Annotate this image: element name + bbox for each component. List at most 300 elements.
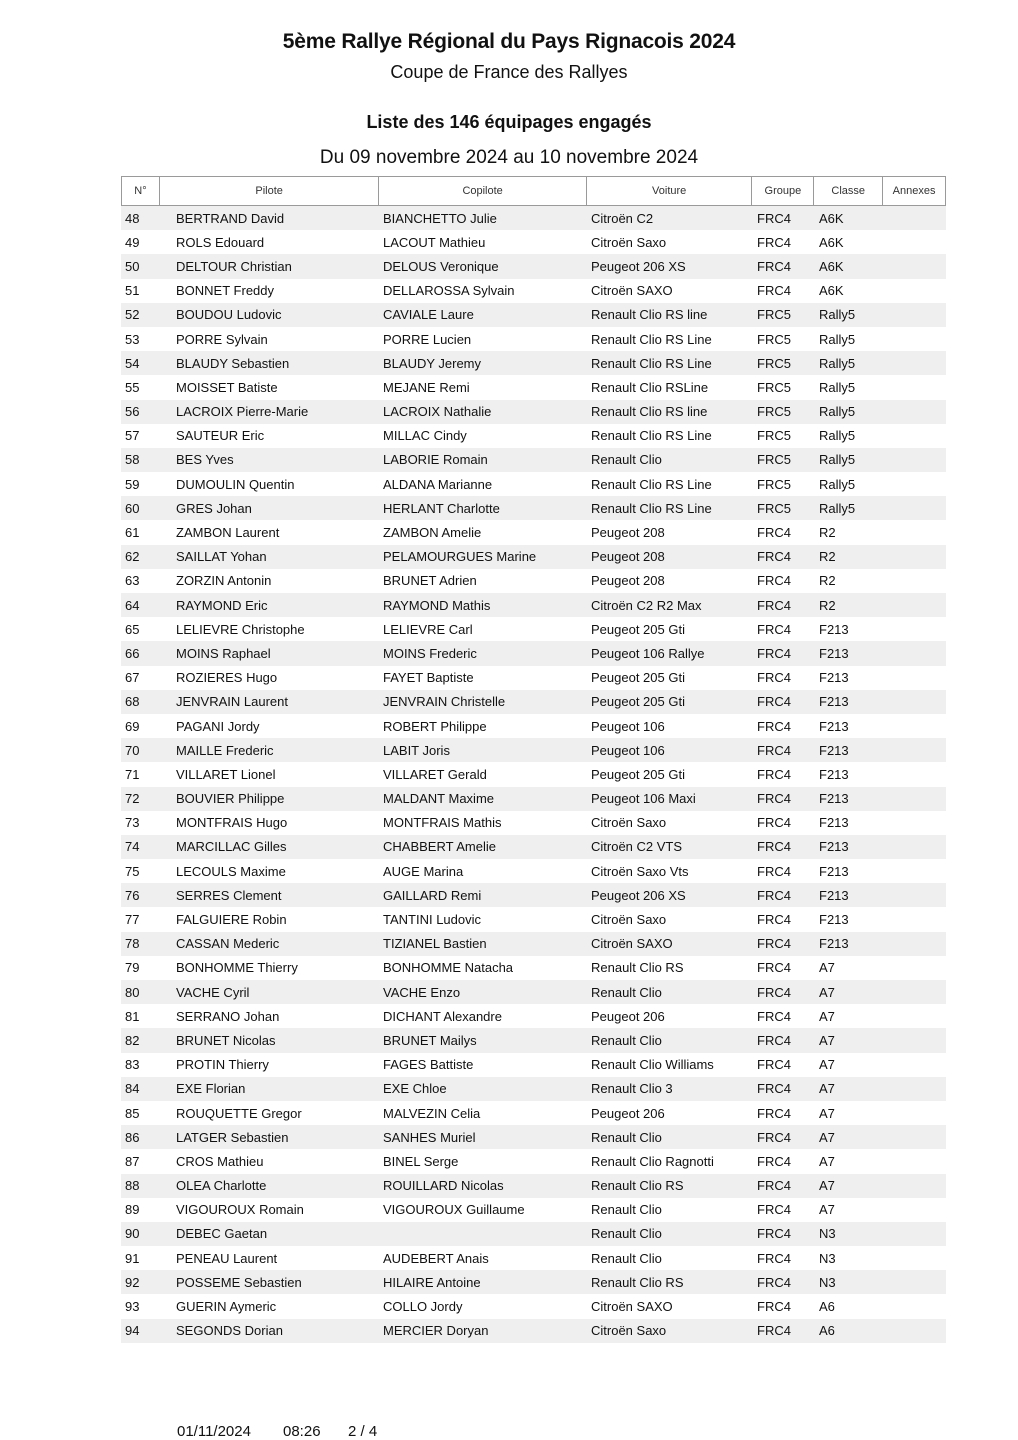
table-row	[121, 932, 946, 956]
cell-voiture: Renault Clio	[591, 1032, 662, 1048]
cell-number: 52	[125, 307, 140, 323]
cell-pilote: VIGOUROUX Romain	[176, 1202, 304, 1218]
cell-copilote: VILLARET Gerald	[383, 766, 487, 782]
cell-voiture: Renault Clio RS Line	[591, 355, 712, 371]
cell-groupe: FRC5	[757, 379, 791, 395]
cell-classe: A7	[819, 1202, 835, 1218]
cell-copilote: BONHOMME Natacha	[383, 960, 514, 976]
cell-pilote: MAILLE Frederic	[176, 742, 274, 758]
cell-number: 73	[125, 815, 140, 831]
cell-copilote: LELIEVRE Carl	[383, 621, 473, 637]
cell-classe: A7	[819, 1008, 835, 1024]
cell-classe: F213	[819, 936, 849, 952]
table-row	[121, 424, 946, 448]
cell-groupe: FRC4	[757, 1178, 791, 1194]
cell-number: 72	[125, 791, 140, 807]
cell-classe: A6K	[819, 234, 844, 250]
document-subtitle: Coupe de France des Rallyes	[390, 62, 628, 82]
cell-classe: Rally5	[819, 307, 856, 323]
cell-groupe: FRC4	[757, 1153, 791, 1169]
cell-classe: F213	[819, 766, 849, 782]
cell-copilote: JENVRAIN Christelle	[383, 694, 506, 710]
cell-groupe: FRC4	[757, 1274, 791, 1290]
cell-number: 66	[125, 645, 140, 661]
cell-classe: A6	[819, 1323, 835, 1339]
cell-number: 74	[125, 839, 140, 855]
table-row	[121, 1174, 946, 1198]
cell-pilote: MOISSET Batiste	[176, 379, 278, 395]
cell-voiture: Renault Clio RS Line	[591, 428, 712, 444]
cell-voiture: Renault Clio RS line	[591, 307, 708, 323]
cell-pilote: GUERIN Aymeric	[176, 1299, 277, 1315]
cell-copilote: ALDANA Marianne	[383, 476, 493, 492]
table-row	[121, 279, 946, 303]
cell-voiture: Peugeot 106 Maxi	[591, 791, 696, 807]
cell-pilote: MONTFRAIS Hugo	[176, 815, 288, 831]
cell-copilote: BIANCHETTO Julie	[383, 210, 497, 226]
cell-copilote: MALDANT Maxime	[383, 791, 495, 807]
cell-pilote: DELTOUR Christian	[176, 258, 292, 274]
cell-pilote: BONNET Freddy	[176, 283, 275, 299]
cell-number: 83	[125, 1057, 140, 1073]
cell-pilote: ZORZIN Antonin	[176, 573, 272, 589]
table-row	[121, 351, 946, 375]
column-header-classe: Classe	[814, 177, 883, 205]
table-row	[121, 956, 946, 980]
cell-pilote: LELIEVRE Christophe	[176, 621, 305, 637]
cell-groupe: FRC4	[757, 1323, 791, 1339]
cell-groupe: FRC4	[757, 670, 791, 686]
cell-number: 87	[125, 1153, 140, 1169]
cell-number: 70	[125, 742, 140, 758]
table-row	[121, 690, 946, 714]
cell-voiture: Renault Clio RS	[591, 960, 684, 976]
cell-number: 76	[125, 887, 140, 903]
cell-voiture: Peugeot 106 Rallye	[591, 645, 705, 661]
cell-groupe: FRC4	[757, 887, 791, 903]
table-row	[121, 400, 946, 424]
cell-voiture: Renault Clio	[591, 1129, 662, 1145]
table-row	[121, 1101, 946, 1125]
cell-voiture: Peugeot 205 Gti	[591, 694, 685, 710]
cell-copilote: LABIT Joris	[383, 742, 450, 758]
cell-voiture: Citroën Saxo	[591, 912, 667, 928]
cell-copilote: DICHANT Alexandre	[383, 1008, 502, 1024]
cell-number: 69	[125, 718, 140, 734]
cell-groupe: FRC4	[757, 1008, 791, 1024]
cell-groupe: FRC4	[757, 525, 791, 541]
cell-voiture: Peugeot 205 Gti	[591, 766, 685, 782]
table-row	[121, 666, 946, 690]
cell-voiture: Citroën C2 VTS	[591, 839, 683, 855]
cell-groupe: FRC4	[757, 960, 791, 976]
cell-pilote: RAYMOND Eric	[176, 597, 268, 613]
cell-number: 63	[125, 573, 140, 589]
cell-groupe: FRC4	[757, 549, 791, 565]
cell-number: 64	[125, 597, 140, 613]
cell-pilote: BOUDOU Ludovic	[176, 307, 282, 323]
cell-pilote: PAGANI Jordy	[176, 718, 260, 734]
cell-copilote: TANTINI Ludovic	[383, 912, 482, 928]
table-row	[121, 1125, 946, 1149]
cell-voiture: Citroën C2 R2 Max	[591, 597, 702, 613]
cell-pilote: DUMOULIN Quentin	[176, 476, 295, 492]
cell-voiture: Renault Clio 3	[591, 1081, 673, 1097]
cell-classe: F213	[819, 718, 849, 734]
cell-groupe: FRC5	[757, 331, 791, 347]
cell-number: 71	[125, 766, 140, 782]
cell-voiture: Renault Clio RS Line	[591, 500, 712, 516]
cell-number: 60	[125, 500, 140, 516]
table-header	[121, 176, 946, 206]
cell-voiture: Renault Clio RSLine	[591, 379, 709, 395]
cell-copilote: TIZIANEL Bastien	[383, 936, 487, 952]
cell-number: 94	[125, 1323, 140, 1339]
cell-copilote: BLAUDY Jeremy	[383, 355, 482, 371]
cell-pilote: BLAUDY Sebastien	[176, 355, 290, 371]
table-row	[121, 1053, 946, 1077]
table-row	[121, 448, 946, 472]
cell-pilote: SAUTEUR Eric	[176, 428, 265, 444]
cell-classe: N3	[819, 1274, 836, 1290]
cell-groupe: FRC4	[757, 645, 791, 661]
cell-voiture: Peugeot 205 Gti	[591, 670, 685, 686]
cell-voiture: Renault Clio	[591, 1202, 662, 1218]
cell-copilote: VIGOUROUX Guillaume	[383, 1202, 525, 1218]
cell-groupe: FRC4	[757, 766, 791, 782]
cell-classe: Rally5	[819, 404, 856, 420]
table-row	[121, 738, 946, 762]
cell-voiture: Citroën Saxo	[591, 234, 667, 250]
cell-pilote: CROS Mathieu	[176, 1153, 264, 1169]
cell-classe: A7	[819, 1129, 835, 1145]
cell-number: 92	[125, 1274, 140, 1290]
cell-number: 67	[125, 670, 140, 686]
table-row	[121, 375, 946, 399]
table-row	[121, 1004, 946, 1028]
list-title: Liste des 146 équipages engagés	[366, 112, 652, 132]
cell-voiture: Peugeot 208	[591, 525, 665, 541]
cell-copilote: CHABBERT Amelie	[383, 839, 496, 855]
cell-groupe: FRC4	[757, 1226, 791, 1242]
cell-voiture: Renault Clio	[591, 1250, 662, 1266]
table-row	[121, 230, 946, 254]
cell-classe: A6K	[819, 283, 844, 299]
cell-classe: A6K	[819, 210, 844, 226]
cell-voiture: Citroën C2	[591, 210, 654, 226]
column-header-voiture: Voiture	[587, 177, 753, 205]
table-row	[121, 1028, 946, 1052]
cell-copilote: MONTFRAIS Mathis	[383, 815, 502, 831]
cell-number: 65	[125, 621, 140, 637]
cell-copilote: AUGE Marina	[383, 863, 464, 879]
cell-classe: Rally5	[819, 331, 856, 347]
cell-pilote: MOINS Raphael	[176, 645, 271, 661]
cell-voiture: Peugeot 205 Gti	[591, 621, 685, 637]
cell-number: 51	[125, 283, 140, 299]
cell-pilote: OLEA Charlotte	[176, 1178, 267, 1194]
cell-pilote: BES Yves	[176, 452, 234, 468]
cell-copilote: RAYMOND Mathis	[383, 597, 491, 613]
cell-groupe: FRC5	[757, 476, 791, 492]
table-row	[121, 520, 946, 544]
cell-copilote: FAGES Battiste	[383, 1057, 474, 1073]
page-number: 2 / 4	[348, 1423, 378, 1440]
cell-pilote: SERRANO Johan	[176, 1008, 280, 1024]
cell-groupe: FRC4	[757, 694, 791, 710]
cell-number: 82	[125, 1032, 140, 1048]
cell-pilote: BERTRAND David	[176, 210, 285, 226]
cell-copilote: VACHE Enzo	[383, 984, 461, 1000]
cell-number: 89	[125, 1202, 140, 1218]
cell-groupe: FRC4	[757, 1105, 791, 1121]
cell-groupe: FRC4	[757, 258, 791, 274]
table-row	[121, 545, 946, 569]
cell-voiture: Peugeot 106	[591, 718, 665, 734]
cell-voiture: Peugeot 208	[591, 573, 665, 589]
cell-pilote: LACROIX Pierre-Marie	[176, 404, 309, 420]
table-row	[121, 835, 946, 859]
cell-voiture: Renault Clio RS	[591, 1274, 684, 1290]
table-row	[121, 206, 946, 230]
table-row	[121, 1077, 946, 1101]
cell-voiture: Peugeot 206 XS	[591, 887, 686, 903]
cell-groupe: FRC5	[757, 355, 791, 371]
cell-number: 56	[125, 404, 140, 420]
cell-number: 86	[125, 1129, 140, 1145]
cell-number: 88	[125, 1178, 140, 1194]
cell-number: 90	[125, 1226, 140, 1242]
cell-voiture: Renault Clio RS Line	[591, 331, 712, 347]
cell-copilote: HILAIRE Antoine	[383, 1274, 481, 1290]
cell-number: 79	[125, 960, 140, 976]
cell-voiture: Renault Clio Williams	[591, 1057, 714, 1073]
cell-groupe: FRC4	[757, 791, 791, 807]
cell-groupe: FRC4	[757, 984, 791, 1000]
cell-copilote: CAVIALE Laure	[383, 307, 474, 323]
cell-groupe: FRC4	[757, 912, 791, 928]
cell-classe: F213	[819, 887, 849, 903]
cell-copilote: DELOUS Veronique	[383, 258, 499, 274]
table-row	[121, 1222, 946, 1246]
cell-number: 93	[125, 1299, 140, 1315]
table-row	[121, 641, 946, 665]
column-header-groupe: Groupe	[752, 177, 814, 205]
table-row	[121, 303, 946, 327]
cell-number: 78	[125, 936, 140, 952]
cell-number: 84	[125, 1081, 140, 1097]
cell-pilote: BRUNET Nicolas	[176, 1032, 276, 1048]
table-row	[121, 907, 946, 931]
cell-pilote: SEGONDS Dorian	[176, 1323, 283, 1339]
cell-groupe: FRC4	[757, 621, 791, 637]
cell-voiture: Renault Clio RS line	[591, 404, 708, 420]
cell-copilote: MILLAC Cindy	[383, 428, 467, 444]
cell-groupe: FRC5	[757, 428, 791, 444]
cell-classe: R2	[819, 573, 836, 589]
cell-groupe: FRC4	[757, 742, 791, 758]
cell-groupe: FRC4	[757, 839, 791, 855]
table-row	[121, 1149, 946, 1173]
column-header-copilote: Copilote	[379, 177, 587, 205]
cell-groupe: FRC4	[757, 863, 791, 879]
cell-groupe: FRC4	[757, 1129, 791, 1145]
cell-classe: A7	[819, 1153, 835, 1169]
cell-voiture: Citroën SAXO	[591, 936, 673, 952]
cell-copilote: ROUILLARD Nicolas	[383, 1178, 504, 1194]
cell-copilote: PORRE Lucien	[383, 331, 472, 347]
cell-copilote: COLLO Jordy	[383, 1299, 463, 1315]
cell-copilote: DELLAROSSA Sylvain	[383, 283, 515, 299]
entries-table	[121, 176, 946, 1343]
cell-classe: Rally5	[819, 500, 856, 516]
table-row	[121, 254, 946, 278]
cell-copilote: BRUNET Adrien	[383, 573, 477, 589]
table-row	[121, 1294, 946, 1318]
cell-copilote: GAILLARD Remi	[383, 887, 482, 903]
cell-groupe: FRC4	[757, 210, 791, 226]
cell-pilote: VACHE Cyril	[176, 984, 250, 1000]
cell-pilote: EXE Florian	[176, 1081, 246, 1097]
cell-classe: A7	[819, 1105, 835, 1121]
cell-classe: Rally5	[819, 476, 856, 492]
cell-classe: F213	[819, 694, 849, 710]
cell-number: 75	[125, 863, 140, 879]
cell-copilote: ROBERT Philippe	[383, 718, 487, 734]
cell-voiture: Renault Clio	[591, 1226, 662, 1242]
table-row	[121, 714, 946, 738]
table-row	[121, 1198, 946, 1222]
cell-number: 68	[125, 694, 140, 710]
cell-voiture: Citroën SAXO	[591, 283, 673, 299]
cell-pilote: SAILLAT Yohan	[176, 549, 267, 565]
cell-groupe: FRC4	[757, 597, 791, 613]
cell-classe: A7	[819, 1081, 835, 1097]
cell-copilote: MEJANE Remi	[383, 379, 470, 395]
cell-copilote: SANHES Muriel	[383, 1129, 476, 1145]
cell-copilote: MALVEZIN Celia	[383, 1105, 481, 1121]
cell-pilote: FALGUIERE Robin	[176, 912, 287, 928]
cell-voiture: Renault Clio RS	[591, 1178, 684, 1194]
cell-voiture: Peugeot 206	[591, 1008, 665, 1024]
cell-classe: N3	[819, 1226, 836, 1242]
cell-classe: N3	[819, 1250, 836, 1266]
cell-voiture: Renault Clio RS Line	[591, 476, 712, 492]
cell-groupe: FRC4	[757, 1250, 791, 1266]
cell-classe: Rally5	[819, 452, 856, 468]
table-row	[121, 617, 946, 641]
cell-classe: F213	[819, 791, 849, 807]
cell-groupe: FRC4	[757, 573, 791, 589]
cell-copilote: MOINS Frederic	[383, 645, 477, 661]
cell-pilote: PORRE Sylvain	[176, 331, 268, 347]
print-time: 08:26	[283, 1423, 321, 1440]
cell-copilote: BRUNET Mailys	[383, 1032, 477, 1048]
cell-classe: A6K	[819, 258, 844, 274]
cell-pilote: PENEAU Laurent	[176, 1250, 278, 1266]
cell-voiture: Renault Clio	[591, 984, 662, 1000]
column-header-annexes: Annexes	[892, 185, 936, 197]
cell-classe: R2	[819, 597, 836, 613]
cell-voiture: Renault Clio Ragnotti	[591, 1153, 714, 1169]
column-header-pilote: Pilote	[160, 177, 379, 205]
cell-copilote: EXE Chloe	[383, 1081, 447, 1097]
cell-pilote: GRES Johan	[176, 500, 252, 516]
table-row	[121, 496, 946, 520]
date-range: Du 09 novembre 2024 au 10 novembre 2024	[319, 147, 699, 168]
cell-number: 48	[125, 210, 140, 226]
cell-pilote: MARCILLAC Gilles	[176, 839, 287, 855]
cell-voiture: Peugeot 208	[591, 549, 665, 565]
cell-classe: F213	[819, 912, 849, 928]
table-row	[121, 859, 946, 883]
cell-copilote: BINEL Serge	[383, 1153, 459, 1169]
cell-number: 50	[125, 258, 140, 274]
cell-pilote: LECOULS Maxime	[176, 863, 286, 879]
cell-copilote: MERCIER Doryan	[383, 1323, 489, 1339]
cell-classe: F213	[819, 839, 849, 855]
cell-classe: A6	[819, 1299, 835, 1315]
column-header-number: N°	[122, 177, 160, 205]
cell-copilote: AUDEBERT Anais	[383, 1250, 489, 1266]
cell-classe: A7	[819, 1032, 835, 1048]
cell-classe: F213	[819, 645, 849, 661]
cell-number: 85	[125, 1105, 140, 1121]
cell-groupe: FRC4	[757, 1081, 791, 1097]
table-row	[121, 1246, 946, 1270]
table-row	[121, 787, 946, 811]
cell-groupe: FRC4	[757, 1057, 791, 1073]
cell-number: 49	[125, 234, 140, 250]
cell-groupe: FRC4	[757, 936, 791, 952]
cell-groupe: FRC4	[757, 1202, 791, 1218]
cell-classe: F213	[819, 670, 849, 686]
cell-voiture: Citroën Saxo Vts	[591, 863, 689, 879]
cell-voiture: Citroën Saxo	[591, 1323, 667, 1339]
cell-copilote: LACROIX Nathalie	[383, 404, 492, 420]
cell-copilote: LABORIE Romain	[383, 452, 488, 468]
cell-pilote: ROLS Edouard	[176, 234, 265, 250]
cell-classe: A7	[819, 960, 835, 976]
cell-copilote: ZAMBON Amelie	[383, 525, 482, 541]
cell-voiture: Citroën SAXO	[591, 1299, 673, 1315]
cell-classe: A7	[819, 1178, 835, 1194]
cell-groupe: FRC5	[757, 452, 791, 468]
cell-pilote: ROZIERES Hugo	[176, 670, 278, 686]
cell-number: 81	[125, 1008, 140, 1024]
cell-copilote: HERLANT Charlotte	[383, 500, 500, 516]
cell-number: 59	[125, 476, 140, 492]
cell-groupe: FRC5	[757, 404, 791, 420]
cell-classe: F213	[819, 742, 849, 758]
cell-classe: R2	[819, 525, 836, 541]
table-row	[121, 762, 946, 786]
cell-voiture: Peugeot 206 XS	[591, 258, 686, 274]
cell-pilote: DEBEC Gaetan	[176, 1226, 268, 1242]
table-row	[121, 472, 946, 496]
cell-groupe: FRC4	[757, 283, 791, 299]
cell-pilote: BONHOMME Thierry	[176, 960, 298, 976]
table-row	[121, 1270, 946, 1294]
table-body	[121, 206, 946, 1343]
cell-groupe: FRC5	[757, 307, 791, 323]
cell-pilote: VILLARET Lionel	[176, 766, 276, 782]
table-row	[121, 327, 946, 351]
cell-pilote: SERRES Clement	[176, 887, 282, 903]
print-date: 01/11/2024	[177, 1423, 251, 1440]
table-row	[121, 593, 946, 617]
cell-pilote: PROTIN Thierry	[176, 1057, 269, 1073]
